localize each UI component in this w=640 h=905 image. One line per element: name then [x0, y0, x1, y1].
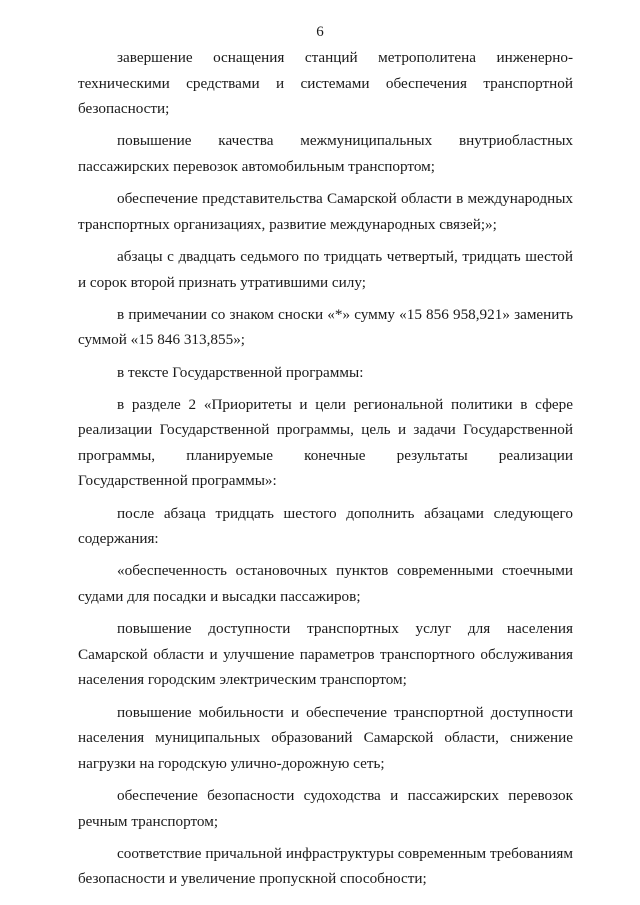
paragraph: обеспечение представительства Самарской области в международных транспортных организациях, развитие международных связей;»;: [78, 190, 573, 233]
paragraph: в тексте Государственной программы:: [117, 363, 364, 381]
paragraph: завершение оснащения станций метрополитена инженерно-техническими средствами и системами обеспечения транспортной безопасности;: [78, 49, 573, 118]
document-body: [78, 45, 573, 899]
paragraph: обеспечение безопасности судоходства и пассажирских перевозок речным транспортом;: [78, 786, 573, 830]
page-number: 6: [316, 24, 324, 40]
paragraph: абзацы с двадцать седьмого по тридцать четвертый, тридцать шестой и сорок второй признать утратившими силу;: [78, 247, 573, 291]
paragraph: повышение мобильности и обеспечение транспортной доступности населения муниципальных образований Самарской области, снижение нагрузки на городскую улично-дорожную сеть;: [78, 703, 573, 772]
paragraph: «обеспеченность остановочных пунктов современными стоечными судами для посадки и высадки пассажиров;: [78, 562, 573, 606]
paragraph: повышение качества межмуниципальных внутриобластных пассажирских перевозок автомобильным транспортом;: [78, 132, 573, 175]
paragraph: повышение доступности транспортных услуг для населения Самарской области и улучшение параметров транспортного обслуживания населения городским электрическим транспортом;: [78, 620, 573, 689]
paragraph: в примечании со знаком сноски «*» сумму «15 856 958,921» заменить суммой «15 846 313,855»;: [78, 305, 573, 349]
paragraph: соответствие причальной инфраструктуры современным требованиям безопасности и увеличение пропускной способности;: [78, 844, 573, 888]
paragraph: в разделе 2 «Приоритеты и цели региональной политики в сфере реализации Государственной программы, цель и задачи Государственной программы, планируемые конечные результаты реализации Государственной программы»:: [78, 395, 573, 490]
paragraph: после абзаца тридцать шестого дополнить абзацами следующего содержания:: [78, 504, 573, 548]
